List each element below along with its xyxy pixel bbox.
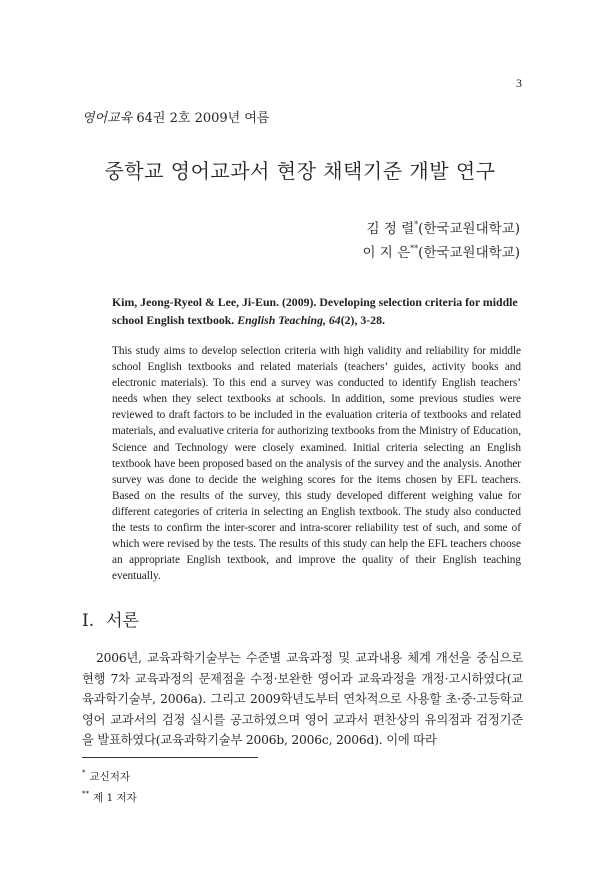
citation — [112, 293, 520, 329]
paper-title: 중학교 영어교과서 현장 채택기준 개발 연구 — [104, 159, 496, 183]
journal-issue: 64권 2호 2009년 여름 — [136, 111, 270, 126]
footnote-1 — [82, 765, 137, 786]
author-2 — [362, 239, 520, 263]
author-block — [362, 215, 520, 263]
footnotes — [82, 765, 137, 807]
author-affiliation: (한국교원대학교) — [418, 221, 520, 237]
section-number: Ⅰ. — [82, 611, 95, 631]
author-affiliation: (한국교원대학교) — [418, 245, 520, 261]
footnote-text: 교신저자 — [89, 771, 131, 783]
citation-article-title: Developing selection criteria for middle school English textbook. — [112, 295, 518, 327]
citation-volume: 64 — [328, 313, 341, 327]
journal-name: 영어교육 — [82, 111, 133, 126]
citation-issue-pages: (2), 3-28. — [340, 313, 385, 327]
author-name: 김 정 렬 — [366, 221, 415, 237]
footnote-mark: * — [82, 769, 86, 777]
footnote-mark: ** — [82, 790, 89, 798]
author-1 — [362, 215, 520, 239]
author-mark: * — [414, 220, 419, 229]
section-title: 서론 — [106, 611, 139, 631]
page-number: 3 — [516, 76, 522, 90]
footnote-text: 제 1 저자 — [93, 792, 137, 804]
footnote-2 — [82, 786, 137, 807]
journal-header — [82, 107, 269, 126]
section-heading — [82, 606, 139, 631]
author-name: 이 지 은 — [362, 245, 411, 261]
author-mark: ** — [410, 244, 419, 253]
footnote-divider — [82, 757, 258, 758]
citation-authors: Kim, Jeong-Ryeol & Lee, Ji-Eun. (2009). — [112, 295, 317, 309]
abstract: This study aims to develop selection criteria with high validity and reliability for middle school English textbooks and related materials (teachers’ guides, activity books and electronic materials). To this end a survey was conducted to identify English teachers’ needs when they select textbooks at schools. In addition, some previous studies were reviewed to draft factors to be included in the evaluation criteria of textbooks and related materials, and evaluative criteria for authorizing textbooks from the Ministry of Education, Science and Technology were closely examined. Initial criteria selecting an English textbook have been proposed based on the analysis of the survey and the analysis. Another survey was done to decide the weighing scores for the items chosen by EFL teachers. Based on the results of the survey, this study developed different weighing value for different categories of criteria in selecting an English textbook. The study also conducted the tests to confirm the inter-scorer and intra-scorer reliability test of such, and some of which were revised by the tests. The results of this study can help the EFL teachers choose an appropriate English textbook, and improve the quality of their English teaching eventually. — [112, 345, 521, 583]
body-paragraph: 2006년, 교육과학기술부는 수준별 교육과정 및 교과내용 체계 개선을 중심으로 현행 7차 교육과정의 문제점을 수정·보완한 영어과 교육과정을 개정·고시하였다(교육과학기술부, 2006a). 그리고 2009학년도부터 연차적으로 사용할 초·중·고등학교 영어 교과서의 검정 실시를 공고하였으며 영어 교과서 편찬상의 유의점과 검정기준을 발표하였다(교육과학기술부 2006b, 2006c, 2006d). 이에 따라 — [82, 651, 523, 748]
citation-journal: English Teaching, — [237, 313, 326, 327]
